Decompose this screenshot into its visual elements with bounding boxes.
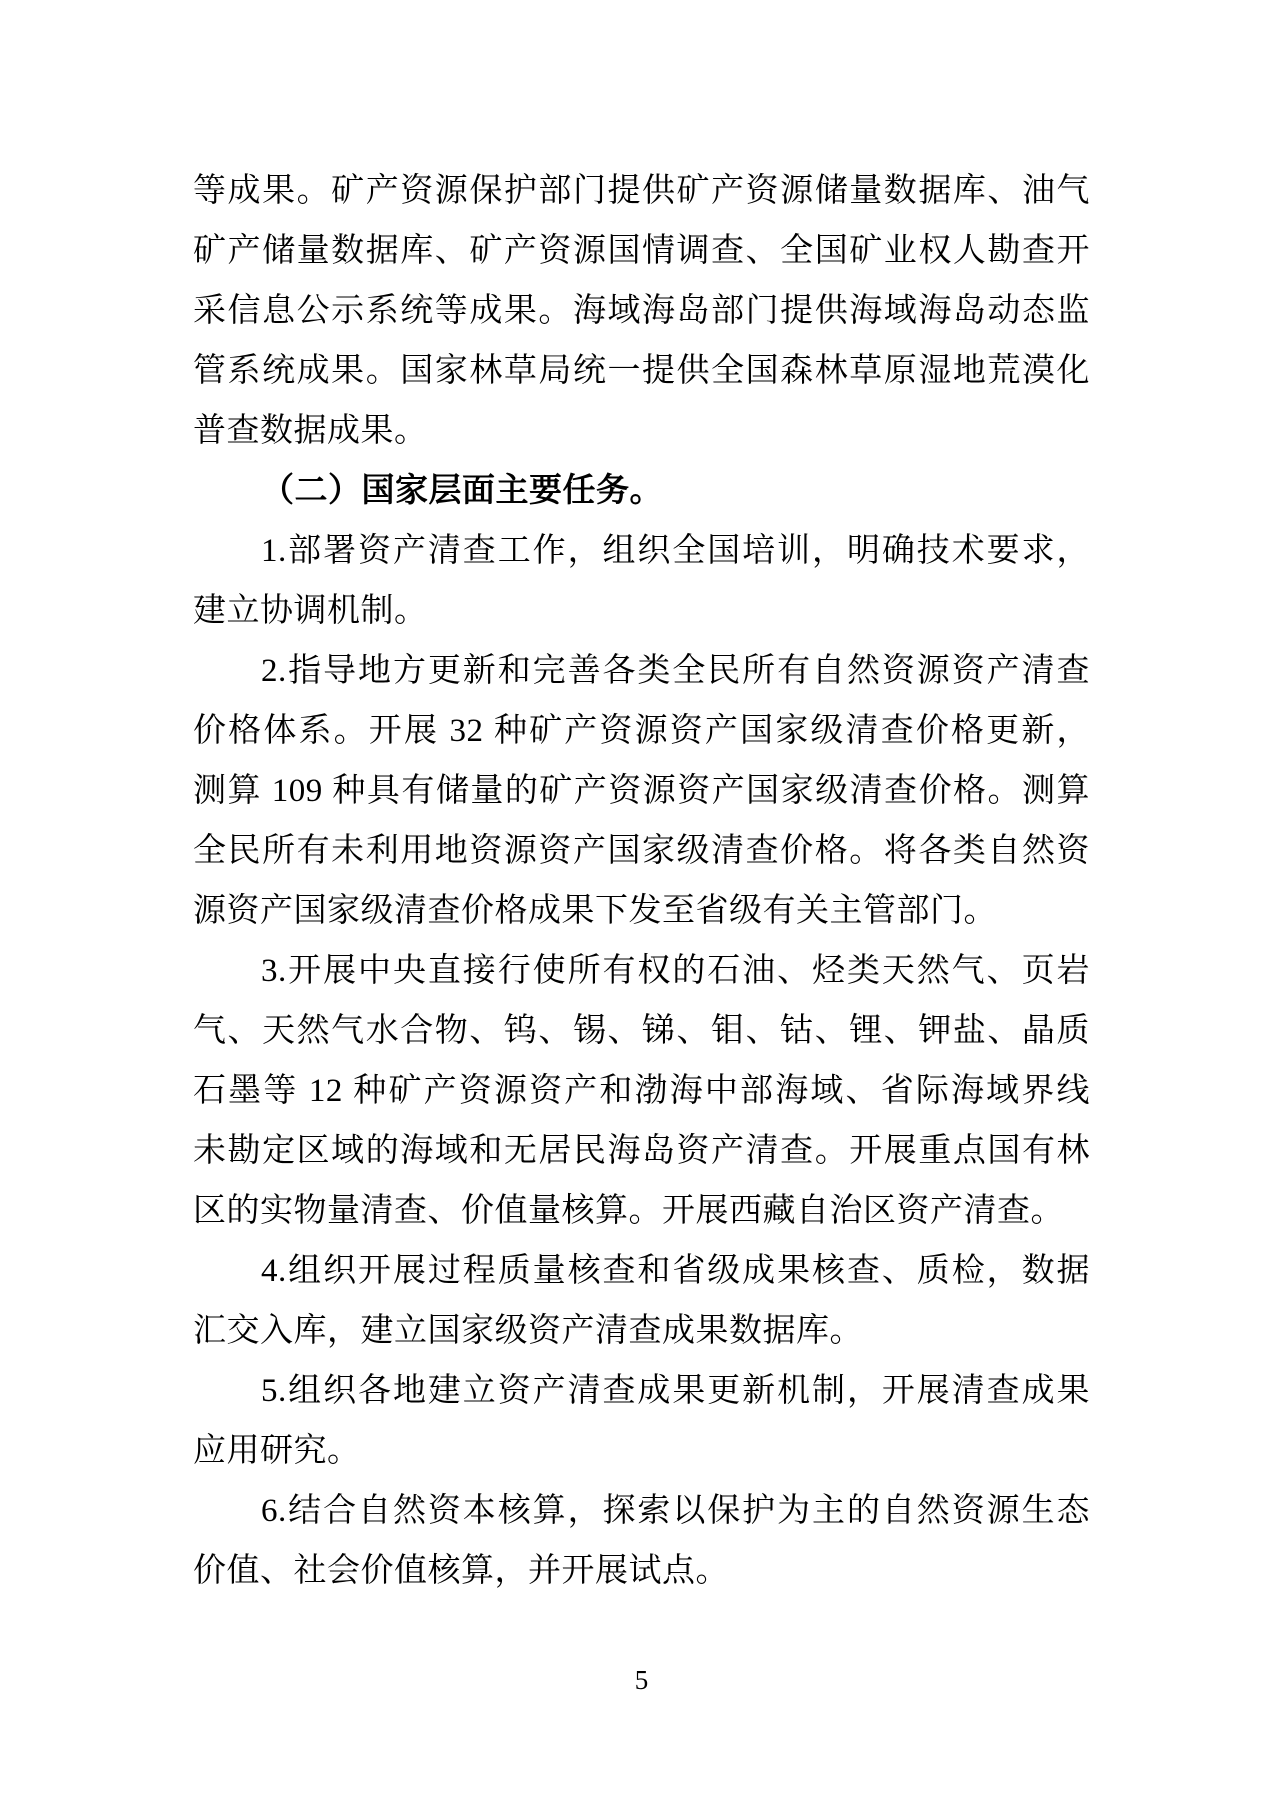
text-line: 1.部署资产清查工作，组织全国培训，明确技术要求， <box>261 533 1090 569</box>
text-line: 全民所有未利用地资源资产国家级清查价格。将各类自然资 <box>193 833 1090 869</box>
text-line: 源资产国家级清查价格成果下发至省级有关主管部门。 <box>193 893 997 929</box>
text-line: 区的实物量清查、价值量核算。开展西藏自治区资产清查。 <box>193 1193 1064 1229</box>
text-line: 汇交入库，建立国家级资产清查成果数据库。 <box>193 1313 863 1349</box>
text-line: 石墨等 12 种矿产资源资产和渤海中部海域、省际海域界线 <box>193 1073 1090 1109</box>
section-heading-line: （二）国家层面主要任务。 <box>261 473 663 509</box>
text-line: 建立协调机制。 <box>193 593 428 629</box>
text-line: 等成果。矿产资源保护部门提供矿产资源储量数据库、油气 <box>193 173 1090 209</box>
text-line: 未勘定区域的海域和无居民海岛资产清查。开展重点国有林 <box>193 1133 1090 1169</box>
text-line: 矿产储量数据库、矿产资源国情调查、全国矿业权人勘查开 <box>193 233 1090 269</box>
text-line: 5.组织各地建立资产清查成果更新机制，开展清查成果 <box>261 1373 1090 1409</box>
text-line: 测算 109 种具有储量的矿产资源资产国家级清查价格。测算 <box>193 773 1090 809</box>
text-line: 应用研究。 <box>193 1433 361 1469</box>
text-line: 普查数据成果。 <box>193 413 428 449</box>
text-line: 价值、社会价值核算，并开展试点。 <box>193 1553 729 1589</box>
text-line: 气、天然气水合物、钨、锡、锑、钼、钴、锂、钾盐、晶质 <box>193 1013 1090 1049</box>
text-line: 管系统成果。国家林草局统一提供全国森林草原湿地荒漠化 <box>193 353 1090 389</box>
text-line: 6.结合自然资本核算，探索以保护为主的自然资源生态 <box>261 1493 1090 1529</box>
text-line: 2.指导地方更新和完善各类全民所有自然资源资产清查 <box>261 653 1090 689</box>
text-line: 4.组织开展过程质量核查和省级成果核查、质检，数据 <box>261 1253 1090 1289</box>
text-line: 3.开展中央直接行使所有权的石油、烃类天然气、页岩 <box>261 953 1090 989</box>
page-number: 5 <box>634 1665 649 1695</box>
document-body <box>193 161 1090 1601</box>
text-line: 采信息公示系统等成果。海域海岛部门提供海域海岛动态监 <box>193 293 1090 329</box>
text-line: 价格体系。开展 32 种矿产资源资产国家级清查价格更新， <box>193 713 1090 749</box>
